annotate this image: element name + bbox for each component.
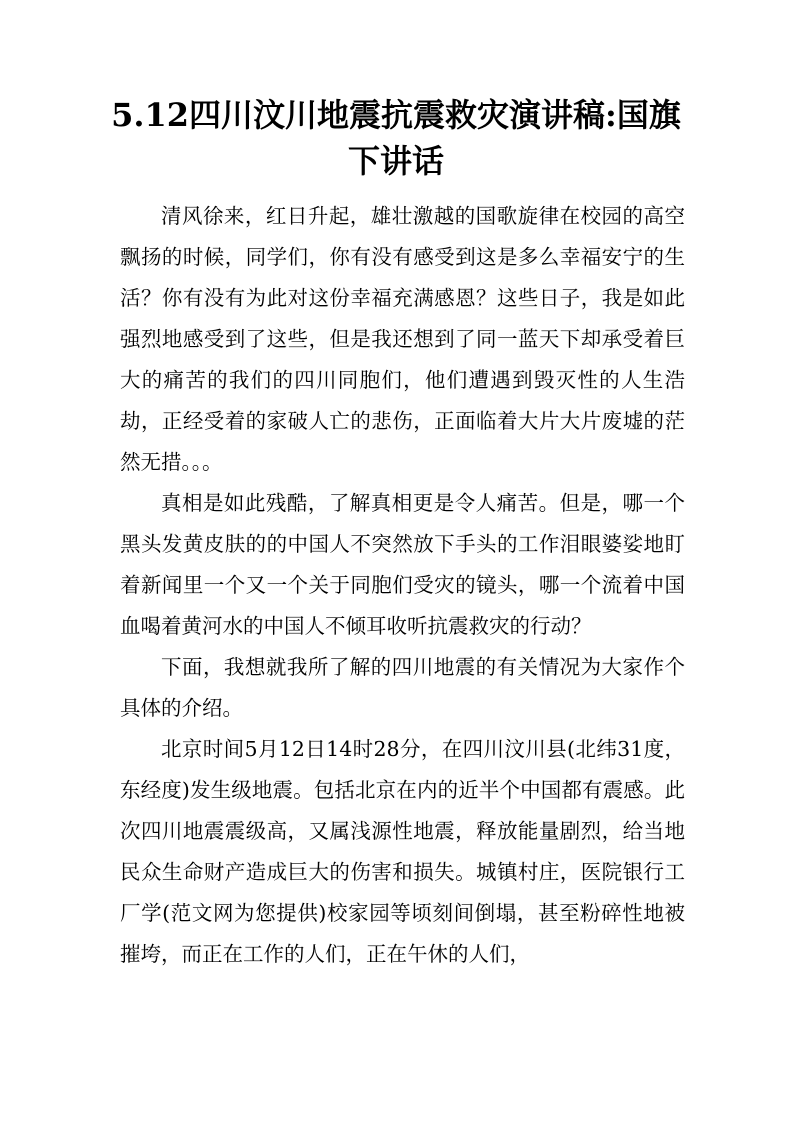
paragraph: 北京时间5月12日14时28分，在四川汶川县(北纬31度，东经度)发生级地震。包括北京在内的近半个中国都有震感。此次四川地震震级高，又属浅源性地震，释放能量剧烈，给当地民众生命财产造成巨大的伤害和损失。城镇村庄，医院银行工厂学(范文网为您提供)校家园等顷刻间倒塌，甚至粉碎性地被摧垮，而正在工作的人们，正在午休的人们，	[120, 737, 685, 966]
paragraph: 下面，我想就我所了解的四川地震的有关情况为大家作个具体的介绍。	[120, 655, 685, 720]
paragraph: 真相是如此残酷，了解真相更是令人痛苦。但是，哪一个黑头发黄皮肤的的中国人不突然放下手头的工作泪眼婆娑地盯着新闻里一个又一个关于同胞们受灾的镜头，哪一个流着中国血喝着黄河水的中国人不倾耳收听抗震救灾的行动？	[120, 491, 685, 638]
document-title: 5.12四川汶川地震抗震救灾演讲稿:国旗下讲话	[111, 96, 681, 180]
paragraph: 清风徐来，红日升起，雄壮激越的国歌旋律在校园的高空飘扬的时候，同学们，你有没有感受到这是多么幸福安宁的生活？你有没有为此对这份幸福充满感恩？这些日子，我是如此强烈地感受到了这些，但是我还想到了同一蓝天下却承受着巨大的痛苦的我们的四川同胞们，他们遭遇到毁灭性的人生浩劫，正经受着的家破人亡的悲伤，正面临着大片大片废墟的茫然无措。。。	[120, 204, 685, 474]
document-body	[120, 196, 685, 975]
